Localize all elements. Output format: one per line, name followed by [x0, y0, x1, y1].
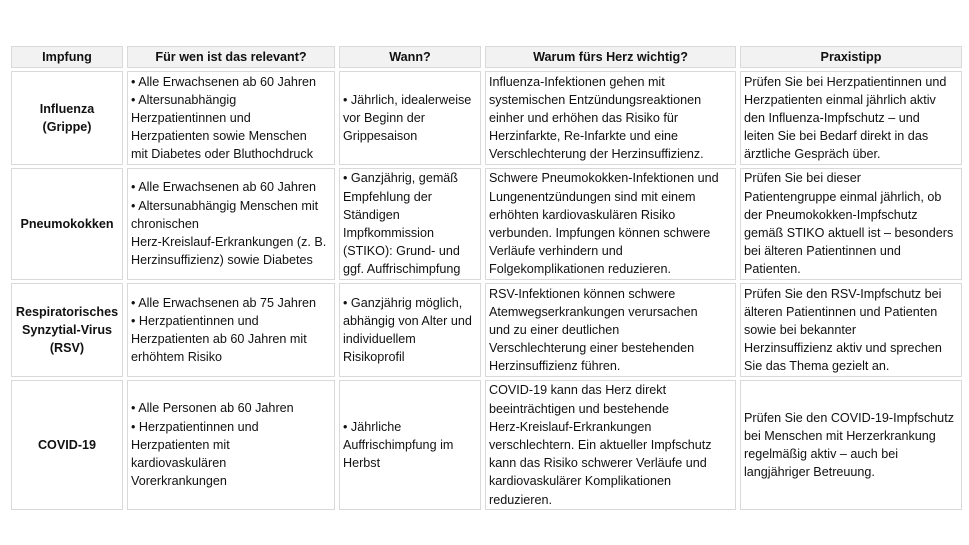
cell-text-line: Sie das Thema gezielt an.: [744, 359, 890, 374]
timing-cell: [339, 283, 481, 377]
heart-relevance-cell: [485, 380, 736, 510]
cell-text-line: • Altersunabhängig: [131, 92, 237, 107]
cell-text-line: vor Beginn der: [343, 110, 425, 125]
practice-tip-cell: [740, 380, 962, 510]
cell-text-line: • Alle Erwachsenen ab 60 Jahren: [131, 180, 317, 195]
cell-text-line: • Alle Erwachsenen ab 60 Jahren: [131, 74, 317, 89]
target-group-cell: [127, 283, 335, 377]
cell-text-line: erhöhtem Risiko: [131, 350, 222, 365]
cell-text-line: Ständigen: [343, 207, 400, 222]
cell-text-line: Herzpatientinnen und: [131, 110, 251, 125]
cell-text-line: Prüfen Sie den RSV-Impfschutz bei: [744, 286, 942, 301]
cell-text-line: Atemwegserkrankungen verursachen: [489, 304, 698, 319]
vaccination-table: [11, 46, 958, 510]
cell-text-line: leiten Sie bei Bedarf direkt in das: [744, 129, 929, 144]
cell-text-line: kardiovaskulärer Komplikationen: [489, 474, 672, 489]
header-vaccination: Impfung: [11, 46, 123, 68]
cell-text-line: der Pneumokokken-Impfschutz: [744, 207, 918, 222]
cell-text-line: Herz-Kreislauf-Erkrankungen (z. B.: [131, 235, 327, 250]
cell-text-line: • Herzpatientinnen und: [131, 419, 259, 434]
cell-text-line: erhöhten kardiovaskulären Risiko: [489, 207, 676, 222]
cell-text-line: • Alle Erwachsenen ab 75 Jahren: [131, 295, 317, 310]
cell-text-line: Auffrischimpfung im: [343, 437, 454, 452]
cell-text-line: • Altersunabhängig Menschen mit: [131, 198, 319, 213]
cell-text-line: (Grippe): [42, 120, 92, 134]
cell-text-line: (STIKO): Grund- und: [343, 244, 460, 259]
timing-cell: [339, 71, 481, 165]
practice-tip-cell: [740, 71, 962, 165]
cell-text-line: • Ganzjährig möglich,: [343, 295, 463, 310]
cell-text-line: chronischen: [131, 216, 199, 231]
cell-text-line: Influenza-Infektionen gehen mit: [489, 74, 665, 89]
vaccine-name: [11, 168, 123, 280]
cell-text-line: kardiovaskulären: [131, 456, 227, 471]
cell-text-line: individuellem: [343, 332, 416, 346]
header-timing: Wann?: [339, 46, 481, 68]
cell-text-line: bei älteren Patientinnen und: [744, 244, 901, 259]
cell-text-line: Prüfen Sie den COVID-19-Impfschutz: [744, 410, 954, 425]
cell-text-line: einher und erhöhen das Risiko für: [489, 110, 679, 125]
cell-text-line: Herzpatienten einmal jährlich aktiv: [744, 92, 936, 107]
target-group-cell: [127, 71, 335, 165]
cell-text-line: COVID-19: [37, 437, 97, 452]
cell-text-line: Herbst: [343, 456, 381, 471]
heart-relevance-cell: [485, 71, 736, 165]
cell-text-line: Verschlechterung einer bestehenden: [489, 341, 695, 356]
cell-text-line: Vorerkrankungen: [131, 474, 227, 489]
cell-text-line: Herzpatienten mit: [131, 437, 230, 452]
cell-text-line: abhängig von Alter und: [343, 313, 472, 328]
cell-text-line: bei Menschen mit Herzerkrankung: [744, 428, 936, 443]
cell-text-line: verschlechtern. Ein aktueller Impfschutz: [489, 437, 712, 452]
cell-text-line: sowie bei bekannter: [744, 322, 857, 337]
timing-cell: [339, 168, 481, 280]
cell-text-line: Prüfen Sie bei dieser: [744, 171, 861, 186]
cell-text-line: Verschlechterung der Herzinsuffizienz.: [489, 147, 704, 162]
cell-text-line: Folgekomplikationen reduzieren.: [489, 262, 672, 277]
cell-text-line: kann das Risiko schwerer Verläufe und: [489, 456, 707, 471]
cell-text-line: Patienten.: [744, 262, 801, 277]
cell-text-line: Prüfen Sie bei Herzpatientinnen und: [744, 74, 947, 89]
header-target-group: Für wen ist das relevant?: [127, 46, 335, 68]
cell-text-line: Herzinfarkte, Re-Infarkte und eine: [489, 129, 678, 144]
cell-text-line: mit Diabetes oder Bluthochdruck: [131, 147, 314, 162]
cell-text-line: Herzinsuffizienz) sowie Diabetes: [131, 253, 313, 268]
cell-text-line: (RSV): [49, 341, 85, 356]
cell-text-line: ärztliche Gespräch über.: [744, 147, 881, 162]
timing-cell: [339, 380, 481, 510]
cell-text-line: • Jährliche: [343, 419, 402, 434]
practice-tip-cell: [740, 283, 962, 377]
vaccine-name: [11, 283, 123, 377]
heart-relevance-cell: [485, 168, 736, 280]
cell-text-line: verbunden. Impfungen können schwere: [489, 226, 711, 240]
cell-text-line: Patientengruppe einmal jährlich, ob: [744, 189, 942, 204]
cell-text-line: und zu einer deutlichen: [489, 322, 620, 337]
cell-text-line: den Influenza-Impfschutz – und: [744, 110, 920, 125]
vaccine-name: [11, 71, 123, 165]
practice-tip-cell: [740, 168, 962, 280]
cell-text-line: • Jährlich, idealerweise: [343, 92, 472, 107]
cell-text-line: Synzytial-Virus: [21, 322, 113, 337]
cell-text-line: Risikoprofil: [343, 350, 405, 365]
cell-text-line: Herzinsuffizienz führen.: [489, 359, 621, 374]
cell-text-line: gemäß STIKO aktuell ist – besonders: [744, 226, 954, 240]
cell-text-line: Influenza: [39, 101, 95, 116]
cell-text-line: systemischen Entzündungsreaktionen: [489, 92, 702, 107]
header-heart-relevance: Warum fürs Herz wichtig?: [485, 46, 736, 68]
cell-text-line: ggf. Auffrischimpfung: [343, 262, 461, 277]
cell-text-line: Herz-Kreislauf-Erkrankungen: [489, 419, 652, 434]
cell-text-line: älteren Patientinnen und Patienten: [744, 304, 938, 319]
cell-text-line: • Herzpatientinnen und: [131, 313, 259, 328]
cell-text-line: COVID-19 kann das Herz direkt: [489, 383, 667, 398]
cell-text-line: • Alle Personen ab 60 Jahren: [131, 401, 294, 416]
cell-text-line: Herzpatienten ab 60 Jahren mit: [131, 332, 307, 346]
target-group-cell: [127, 168, 335, 280]
cell-text-line: Herzinsuffizienz aktiv und sprechen: [744, 341, 942, 356]
header-practice-tip: Praxistipp: [740, 46, 962, 68]
cell-text-line: Herzpatienten sowie Menschen: [131, 129, 307, 144]
cell-text-line: reduzieren.: [489, 492, 553, 507]
cell-text-line: Verläufe verhindern und: [489, 244, 623, 259]
cell-text-line: Impfkommission: [343, 226, 434, 240]
cell-text-line: Respiratorisches: [15, 304, 119, 319]
cell-text-line: regelmäßig aktiv – auch bei: [744, 447, 899, 461]
cell-text-line: langjähriger Betreuung.: [744, 465, 875, 480]
cell-text-line: Pneumokokken: [20, 216, 114, 231]
cell-text-line: beeinträchtigen und bestehende: [489, 401, 669, 416]
cell-text-line: Grippesaison: [343, 129, 418, 144]
cell-text-line: RSV-Infektionen können schwere: [489, 286, 676, 301]
target-group-cell: [127, 380, 335, 510]
cell-text-line: Schwere Pneumokokken-Infektionen und: [489, 171, 719, 186]
cell-text-line: Empfehlung der: [343, 189, 432, 204]
cell-text-line: Lungenentzündungen sind mit einem: [489, 189, 696, 204]
vaccine-name: [11, 380, 123, 510]
cell-text-line: • Ganzjährig, gemäß: [343, 171, 459, 186]
heart-relevance-cell: [485, 283, 736, 377]
